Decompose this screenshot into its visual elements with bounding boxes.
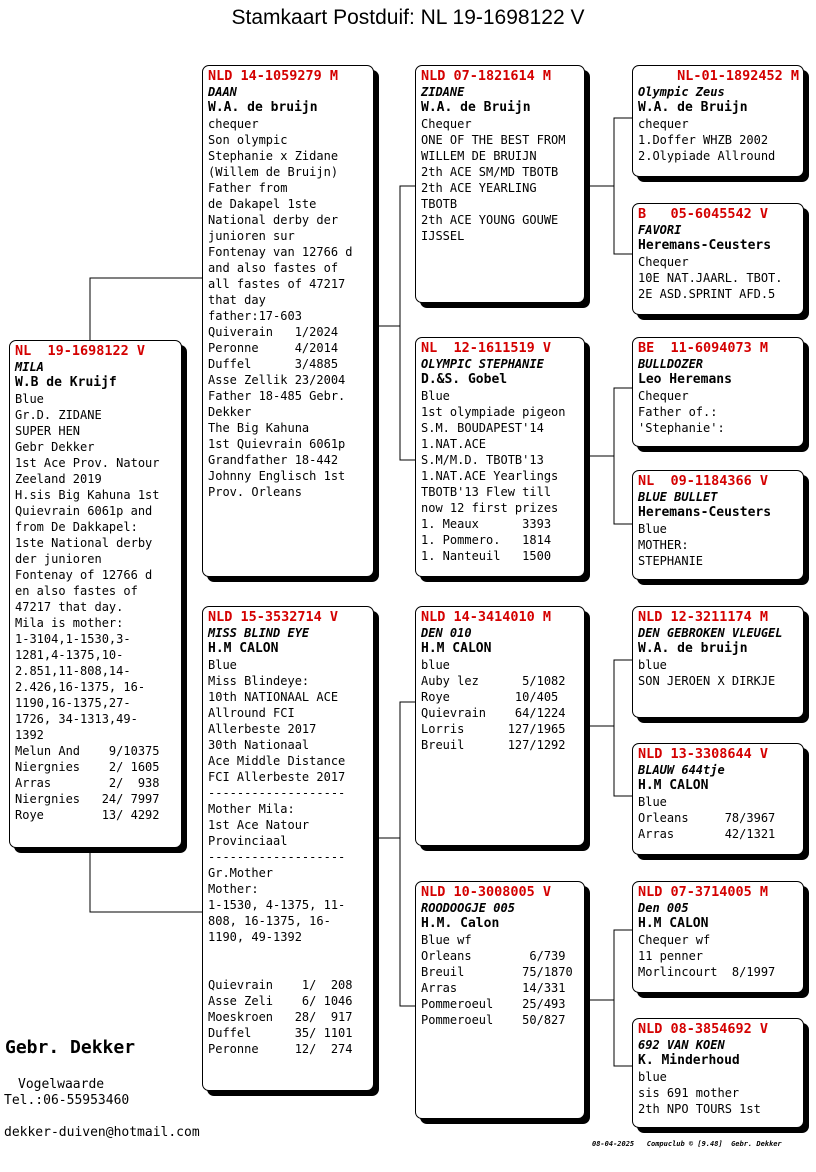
detail-line: 'Stephanie': [638,421,725,435]
detail-line: Morlincourt 8/1997 [638,965,776,979]
detail-line: 10th NATIONAAL ACE [208,690,339,704]
owner-name: Heremans-Ceusters [638,238,772,253]
pigeon-details [638,521,799,569]
detail-line: de Dakapel 1ste [208,197,317,211]
detail-line: Blue [638,795,667,809]
pigeon-card-dam-dam [415,881,585,1119]
detail-line [208,945,369,961]
detail-line: The Big Kahuna [208,421,310,435]
owner-name: H.M CALON [421,641,492,656]
pigeon-name: BLUE BULLET [638,490,718,504]
detail-line: 11 penner [638,949,704,963]
detail-line: Stephanie x Zidane [208,149,339,163]
detail-line: 1-3104,1-1530,3- [15,632,131,646]
detail-line: blue [638,1070,667,1084]
detail-line: Chequer [638,389,689,403]
detail-line: 1st Ace Natour [208,818,310,832]
detail-line: Arras 42/1321 [638,827,776,841]
detail-line: S.M/M.D. TBOTB'13 [421,453,544,467]
detail-line: Breuil 127/1292 [421,738,566,752]
page-title: Stamkaart Postduif: NL 19-1698122 V [231,6,585,29]
detail-line: blue [421,658,450,672]
pigeon-name: BULLDOZER [638,357,704,371]
pigeon-details [208,657,369,1057]
detail-line: all fastes of 47217 [208,277,346,291]
detail-line: father:17-603 [208,309,302,323]
pigeon-card-dam [202,606,374,1091]
ring-number: NLD 13-3308644 V [638,746,769,762]
pigeon-details [638,794,799,842]
detail-line: 2th ACE YOUNG GOUWE [421,213,559,227]
detail-line: now 12 first prizes [421,501,559,515]
detail-line: Mother Mila: [208,802,295,816]
ring-number: B 05-6045542 V [638,206,769,222]
owner-name: H.M CALON [208,641,279,656]
pigeon-details [638,388,799,436]
pigeon-details [421,388,580,564]
detail-line: 1. Pommero. 1814 [421,533,552,547]
owner-name: Heremans-Ceusters [638,505,772,520]
pigeon-card-ddd [632,1018,804,1128]
detail-line: Peronne 4/2014 [208,341,339,355]
detail-line: Auby lez 5/1082 [421,674,566,688]
pigeon-card-ssd [632,203,804,315]
ring-number: NL 19-1698122 V [15,343,146,359]
detail-line: en also fastes of [15,584,138,598]
detail-line: 2.Olypiade Allround [638,149,776,163]
detail-line: Chequer wf [638,933,711,947]
detail-line: der junioren [15,552,102,566]
breeder-phone: Tel.:06-55953460 [4,1093,130,1108]
detail-line: FCI Allerbeste 2017 [208,770,346,784]
detail-line: National derby der [208,213,339,227]
detail-line: Allerbeste 2017 [208,722,317,736]
pigeon-card-subject [9,340,182,848]
detail-line: 1. Nanteuil 1500 [421,549,552,563]
detail-line: 1190, 49-1392 [208,930,302,944]
pigeon-name: OLYMPIC STEPHANIE [421,357,544,371]
detail-line: Grandfather 18-442 [208,453,339,467]
detail-line: blue [638,658,667,672]
pigeon-details [638,1069,799,1117]
detail-line [208,961,369,977]
owner-name: W.A. de bruijn [208,100,318,115]
owner-name: W.A. de Bruijn [421,100,531,115]
detail-line: 10E NAT.JAARL. TBOT. [638,271,783,285]
pigeon-details [421,116,580,244]
pigeon-details [421,657,580,753]
detail-line: Father of.: [638,405,718,419]
detail-line: Gr.Mother [208,866,274,880]
detail-line: Blue [421,389,450,403]
detail-line: 2.426,16-1375, 16- [15,680,146,694]
detail-line: Quievrain 64/1224 [421,706,566,720]
detail-line: Breuil 75/1870 [421,965,573,979]
detail-line: WILLEM DE BRUIJN [421,149,537,163]
detail-line: SON JEROEN X DIRKJE [638,674,776,688]
detail-line: Duffel 35/ 1101 [208,1026,353,1040]
ring-number: NLD 12-3211174 M [638,609,769,625]
detail-line: Miss Blindeye: [208,674,310,688]
detail-line: Father 18-485 Gebr. [208,389,346,403]
pigeon-name: 692 VAN KOEN [638,1038,725,1052]
detail-line: Asse Zellik 23/2004 [208,373,346,387]
detail-line: STEPHANIE [638,554,704,568]
pigeon-card-dam-sire [415,606,585,846]
detail-line: Peronne 12/ 274 [208,1042,353,1056]
detail-line: and also fastes of [208,261,339,275]
detail-line: Dekker [208,405,252,419]
ring-number: NL 09-1184366 V [638,473,769,489]
detail-line: Roye 13/ 4292 [15,808,160,822]
detail-line: Gebr Dekker [15,440,95,454]
pigeon-details [421,932,580,1028]
owner-name: W.A. de Bruijn [638,100,748,115]
detail-line: Father from [208,181,288,195]
detail-line: Arras 14/331 [421,981,566,995]
pigeon-card-sdd [632,470,804,580]
breeder-town: Vogelwaarde [18,1077,105,1092]
detail-line: that day [208,293,266,307]
detail-line: chequer [638,117,689,131]
pigeon-details [638,932,799,980]
pigeon-name: MILA [15,360,44,374]
detail-line: TBOTB'13 Flew till [421,485,552,499]
detail-line: Blue wf [421,933,472,947]
detail-line: 2th ACE SM/MD TBOTB [421,165,559,179]
detail-line: Blue [208,658,237,672]
ring-number: NLD 15-3532714 V [208,609,339,625]
detail-line: Pommeroeul 25/493 [421,997,566,1011]
detail-line: chequer [208,117,259,131]
detail-line: 1ste National derby [15,536,153,550]
pigeon-details [15,391,177,823]
pigeon-details [638,657,799,689]
pigeon-card-dss [632,606,804,718]
detail-line: Niergnies 2/ 1605 [15,760,160,774]
detail-line: Melun And 9/10375 [15,744,160,758]
ring-number: NLD 14-3414010 M [421,609,552,625]
pigeon-card-dds [632,881,804,993]
detail-line: 1st Quievrain 6061p [208,437,346,451]
detail-line: 2E ASD.SPRINT AFD.5 [638,287,776,301]
detail-line: Blue [638,522,667,536]
detail-line: Quievrain 1/ 208 [208,978,353,992]
ring-number: NLD 07-1821614 M [421,68,552,84]
ring-number: NL-01-1892452 M [677,68,799,84]
pigeon-name: ROODOOGJE 005 [421,901,515,915]
pigeon-name: ZIDANE [421,85,465,99]
owner-name: K. Minderhoud [638,1053,740,1068]
detail-line: Lorris 127/1965 [421,722,566,736]
detail-line: Moeskroen 28/ 917 [208,1010,353,1024]
pigeon-name: BLAUW 644tje [638,763,725,777]
detail-line: ------------------- [208,786,346,800]
owner-name: H.M. Calon [421,916,500,931]
detail-line: ------------------- [208,850,346,864]
pigeon-card-sire-dam [415,337,585,577]
pigeon-card-sire-sire [415,65,585,303]
pigeon-name: DAAN [208,85,237,99]
owner-name: Leo Heremans [638,372,732,387]
ring-number: NLD 08-3854692 V [638,1021,769,1037]
detail-line: Ace Middle Distance [208,754,346,768]
owner-name: H.M CALON [638,778,709,793]
detail-line: Niergnies 24/ 7997 [15,792,160,806]
detail-line: 1st olympiade pigeon [421,405,566,419]
detail-line: 1190,16-1375,27- [15,696,131,710]
pigeon-name: DEN GEBROKEN VLEUGEL [638,626,783,640]
detail-line: TBOTB [421,197,458,211]
detail-line: Provinciaal [208,834,288,848]
detail-line: Mother: [208,882,259,896]
detail-line: 1st Ace Prov. Natour [15,456,160,470]
detail-line: Allround FCI [208,706,295,720]
detail-line: 1-1530, 4-1375, 11- [208,898,346,912]
pigeon-card-sds [632,337,804,447]
detail-line: 1. Meaux 3393 [421,517,552,531]
ring-number: BE 11-6094073 M [638,340,769,356]
detail-line: Orleans 78/3967 [638,811,776,825]
pigeon-name: FAVORI [638,223,682,237]
detail-line: Prov. Orleans [208,485,302,499]
detail-line: 1281,4-1375,10- [15,648,124,662]
detail-line: 808, 16-1375, 16- [208,914,331,928]
pigeon-name: Olympic Zeus [638,85,725,99]
detail-line: Quiverain 1/2024 [208,325,339,339]
detail-line: 1.Doffer WHZB 2002 [638,133,769,147]
detail-line: H.sis Big Kahuna 1st [15,488,160,502]
detail-line: Chequer [638,255,689,269]
detail-line: ONE OF THE BEST FROM [421,133,566,147]
detail-line: Zeeland 2019 [15,472,102,486]
detail-line: (Willem de Bruijn) [208,165,339,179]
pigeon-card-sss [632,65,804,177]
breeder-name: Gebr. Dekker [5,1037,136,1058]
detail-line: Orleans 6/739 [421,949,566,963]
pigeon-name: DEN 010 [421,626,472,640]
detail-line: Johnny Englisch 1st [208,469,346,483]
detail-line: from De Dakkapel: [15,520,138,534]
pigeon-name: MISS BLIND EYE [208,626,310,640]
detail-line: junioren sur [208,229,295,243]
pigeon-details [208,116,369,500]
print-stamp: 08-04-2025 Compuclub © [9.48] Gebr. Dekker [592,1140,782,1148]
detail-line: MOTHER: [638,538,689,552]
owner-name: W.A. de bruijn [638,641,748,656]
pigeon-card-sire [202,65,374,577]
detail-line: Blue [15,392,44,406]
detail-line: 2th NPO TOURS 1st [638,1102,761,1116]
detail-line: Fontenay of 12766 d [15,568,153,582]
detail-line: 1.NAT.ACE [421,437,487,451]
detail-line: 1392 [15,728,44,742]
detail-line: Pommeroeul 50/827 [421,1013,566,1027]
detail-line: 30th Nationaal [208,738,310,752]
detail-line: Fontenay van 12766 d [208,245,353,259]
detail-line: S.M. BOUDAPEST'14 [421,421,544,435]
detail-line: SUPER HEN [15,424,81,438]
detail-line: 1726, 34-1313,49- [15,712,138,726]
detail-line: Mila is mother: [15,616,124,630]
detail-line: 1.NAT.ACE Yearlings [421,469,559,483]
detail-line: Gr.D. ZIDANE [15,408,102,422]
ring-number: NLD 07-3714005 M [638,884,769,900]
detail-line: Asse Zeli 6/ 1046 [208,994,353,1008]
pigeon-card-dsd [632,743,804,855]
owner-name: H.M CALON [638,916,709,931]
detail-line: sis 691 mother [638,1086,740,1100]
detail-line: IJSSEL [421,229,465,243]
detail-line: Arras 2/ 938 [15,776,160,790]
pigeon-details [638,116,799,164]
detail-line: Duffel 3/4885 [208,357,339,371]
detail-line: 47217 that day. [15,600,124,614]
pigeon-name: Den 005 [638,901,689,915]
detail-line: Chequer [421,117,472,131]
ring-number: NL 12-1611519 V [421,340,552,356]
detail-line: 2.851,11-808,14- [15,664,131,678]
detail-line: Roye 10/405 [421,690,559,704]
breeder-email: dekker-duiven@hotmail.com [4,1125,200,1140]
ring-number: NLD 10-3008005 V [421,884,552,900]
detail-line: Son olympic [208,133,288,147]
detail-line: Quievrain 6061p and [15,504,153,518]
detail-line: 2th ACE YEARLING [421,181,537,195]
owner-name: W.B de Kruijf [15,375,117,390]
ring-number: NLD 14-1059279 M [208,68,339,84]
pigeon-details [638,254,799,302]
owner-name: D.&S. Gobel [421,372,508,387]
